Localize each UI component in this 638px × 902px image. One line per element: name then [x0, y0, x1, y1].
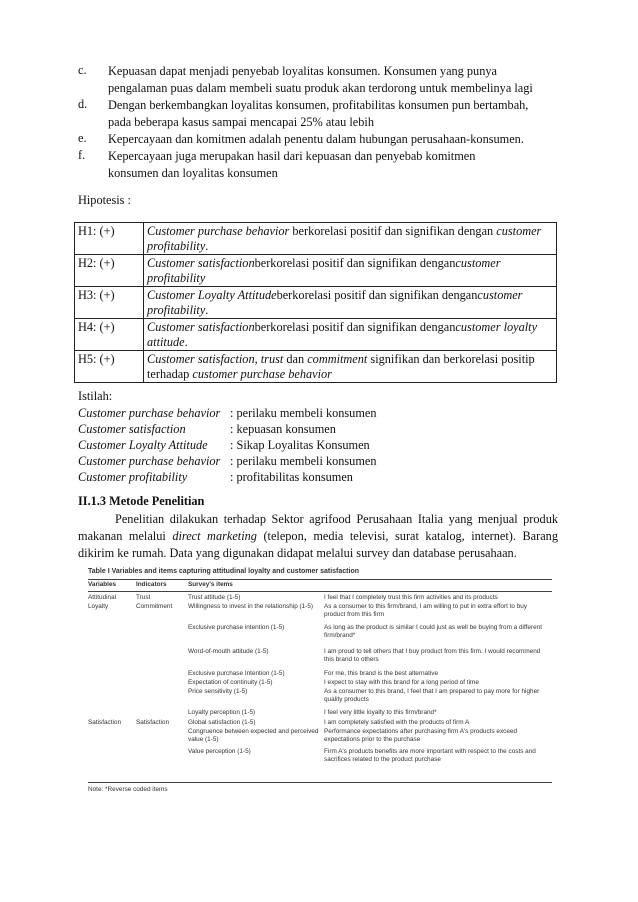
list-text-line: Kepercayaan dan komitmen adalah penentu dalam hubungan perusahaan-konsumen. [108, 132, 524, 146]
figure-cell: Expectation of continuity (1-5) [188, 679, 273, 686]
istilah-meaning: : kepuasan konsumen [230, 422, 336, 436]
figure-cell: I feel that I completely trust this firm activities and its products [324, 594, 498, 601]
figure-cell: Attitudinal [88, 594, 117, 601]
figure-cell: I am proud to tell others that I buy product from this firm. I would recommend this brand to others [324, 648, 541, 663]
figure-cell: Word-of-mouth attitude (1-5) [188, 648, 269, 655]
table-row [75, 255, 557, 287]
figure-cell: Loyalty [88, 603, 109, 610]
hypothesis-text: Customer satisfaction, trust dan commitment signifikan dan berkorelasi positip terhadap customer purchase behavior [144, 351, 557, 383]
table-row [75, 351, 557, 383]
figure-cell: Congruence between expected and perceived value (1-5) [188, 728, 319, 743]
figure-cell: Satisfaction [136, 719, 170, 726]
figure-cell: Exclusive purchase intention (1-5) [188, 624, 285, 631]
figure-table [88, 568, 552, 802]
table-row [75, 319, 557, 351]
section-paragraph: Penelitian dilakukan terhadap Sektor agrifood Perusahaan Italia yang menjual produk makanan melalui direct marketing (telepon, media televisi, surat katalog, internet). Barang dikirim ke rumah. Data yang digunakan didapat melalui survey dan database perusahaan. [78, 512, 558, 560]
figure-rule [88, 591, 552, 592]
hypothesis-code: H3: (+) [75, 287, 144, 319]
figure-cell: I expect to stay with this brand for a long period of time [324, 679, 479, 686]
istilah-meaning: : profitabilitas konsumen [230, 470, 353, 484]
list-letter: e. [78, 131, 87, 145]
istilah-term: Customer purchase behavior [78, 454, 221, 468]
hipotesis-label: Hipotesis : [78, 193, 131, 207]
figure-rule [88, 579, 552, 580]
hypothesis-text: Customer purchase behavior berkorelasi positif dan signifikan dengan customer profitability. [144, 223, 557, 255]
list-text-line: pada beberapa kasus sampai mencapai 25% atau lebih [108, 115, 374, 129]
figure-cell: Price sensitivity (1-5) [188, 688, 248, 695]
list-text-line: konsumen dan loyalitas konsumen [108, 166, 278, 180]
istilah-row [78, 421, 336, 437]
hypothesis-code: H2: (+) [75, 255, 144, 287]
figure-cell: Commitment [136, 603, 173, 610]
figure-cell: I am completely satisfied with the products of firm A [324, 719, 470, 726]
istilah-term: Customer profitability [78, 470, 188, 484]
istilah-row [78, 453, 377, 469]
list-letter: d. [78, 97, 88, 111]
figure-cell: Satisfaction [88, 719, 122, 726]
istilah-meaning: : perilaku membeli konsumen [230, 454, 377, 468]
hypothesis-text: Customer satisfactionberkorelasi positif dan signifikan dengancustomer profitability [144, 255, 557, 287]
istilah-label: Istilah: [78, 389, 113, 403]
table-row [75, 287, 557, 319]
hypothesis-code: H4: (+) [75, 319, 144, 351]
figure-cell: As long as the product is similar I could just as well be buying from a different firm/brand* [324, 624, 542, 639]
section-heading: II.1.3 Metode Penelitian [78, 494, 205, 508]
list-text-line: pengalaman puas dalam membeli suatu produk akan terdorong untuk membelinya lagi [108, 81, 533, 95]
istilah-term: Customer Loyalty Attitude [78, 438, 208, 452]
figure-cell: Trust attitude (1-5) [188, 594, 241, 601]
list-text-line: Kepuasan dapat menjadi penyebab loyalitas konsumen. Konsumen yang punya [108, 64, 497, 78]
figure-header: Indicators [136, 581, 167, 588]
figure-note: Note: *Reverse coded items [88, 786, 168, 793]
istilah-meaning: : perilaku membeli konsumen [230, 406, 377, 420]
istilah-row [78, 437, 370, 453]
figure-cell: Value perception (1-5) [188, 748, 251, 755]
figure-cell: Willingness to invest in the relationship (1-5) [188, 603, 314, 610]
istilah-term: Customer satisfaction [78, 422, 186, 436]
istilah-term: Customer purchase behavior [78, 406, 221, 420]
hypothesis-text: Customer satisfactionberkorelasi positif dan signifikan dengancustomer loyalty attitude. [144, 319, 557, 351]
hypothesis-table [74, 222, 557, 383]
list-text-line: Dengan berkembangkan loyalitas konsumen, profitabilitas konsumen pun bertambah, [108, 98, 529, 112]
figure-title: Table I Variables and items capturing attitudinal loyalty and customer satisfaction [88, 568, 359, 575]
list-letter: c. [78, 63, 87, 77]
figure-header: Survey's items [188, 581, 233, 588]
figure-cell: I feel very little loyalty to this firm/brand* [324, 709, 437, 716]
figure-cell: As a consumer to this firm/brand, I am willing to put in extra effort to buy product from this firm [324, 603, 528, 618]
figure-header: Variables [88, 581, 117, 588]
figure-cell: Firm A's products benefits are more important with respect to the costs and sacrifices related to the product purchase [324, 748, 536, 763]
figure-rule [88, 782, 552, 783]
hypothesis-code: H1: (+) [75, 223, 144, 255]
istilah-row [78, 405, 377, 421]
list-letter: f. [78, 148, 86, 162]
figure-cell: As a consumer to this brand, I feel that I am prepared to pay more for higher quality products [324, 688, 540, 703]
figure-cell: Exclusive purchase Intention (1-5) [188, 670, 285, 677]
istilah-meaning: : Sikap Loyalitas Konsumen [230, 438, 370, 452]
figure-cell: Performance expectations after purchasing firm A's products exceed expectations prior to the purchase [324, 728, 518, 743]
figure-cell: Loyalty perception (1-5) [188, 709, 256, 716]
figure-cell: For me, this brand is the best alternative [324, 670, 439, 677]
table-row [75, 223, 557, 255]
figure-cell: Global satisfaction (1-5) [188, 719, 256, 726]
hypothesis-text: Customer Loyalty Attitudeberkorelasi positif dan signifikan dengancustomer profitability. [144, 287, 557, 319]
istilah-row [78, 469, 353, 485]
figure-cell: Trust [136, 594, 151, 601]
hypothesis-code: H5: (+) [75, 351, 144, 383]
list-text-line: Kepercayaan juga merupakan hasil dari kepuasan dan penyebab komitmen [108, 149, 476, 163]
